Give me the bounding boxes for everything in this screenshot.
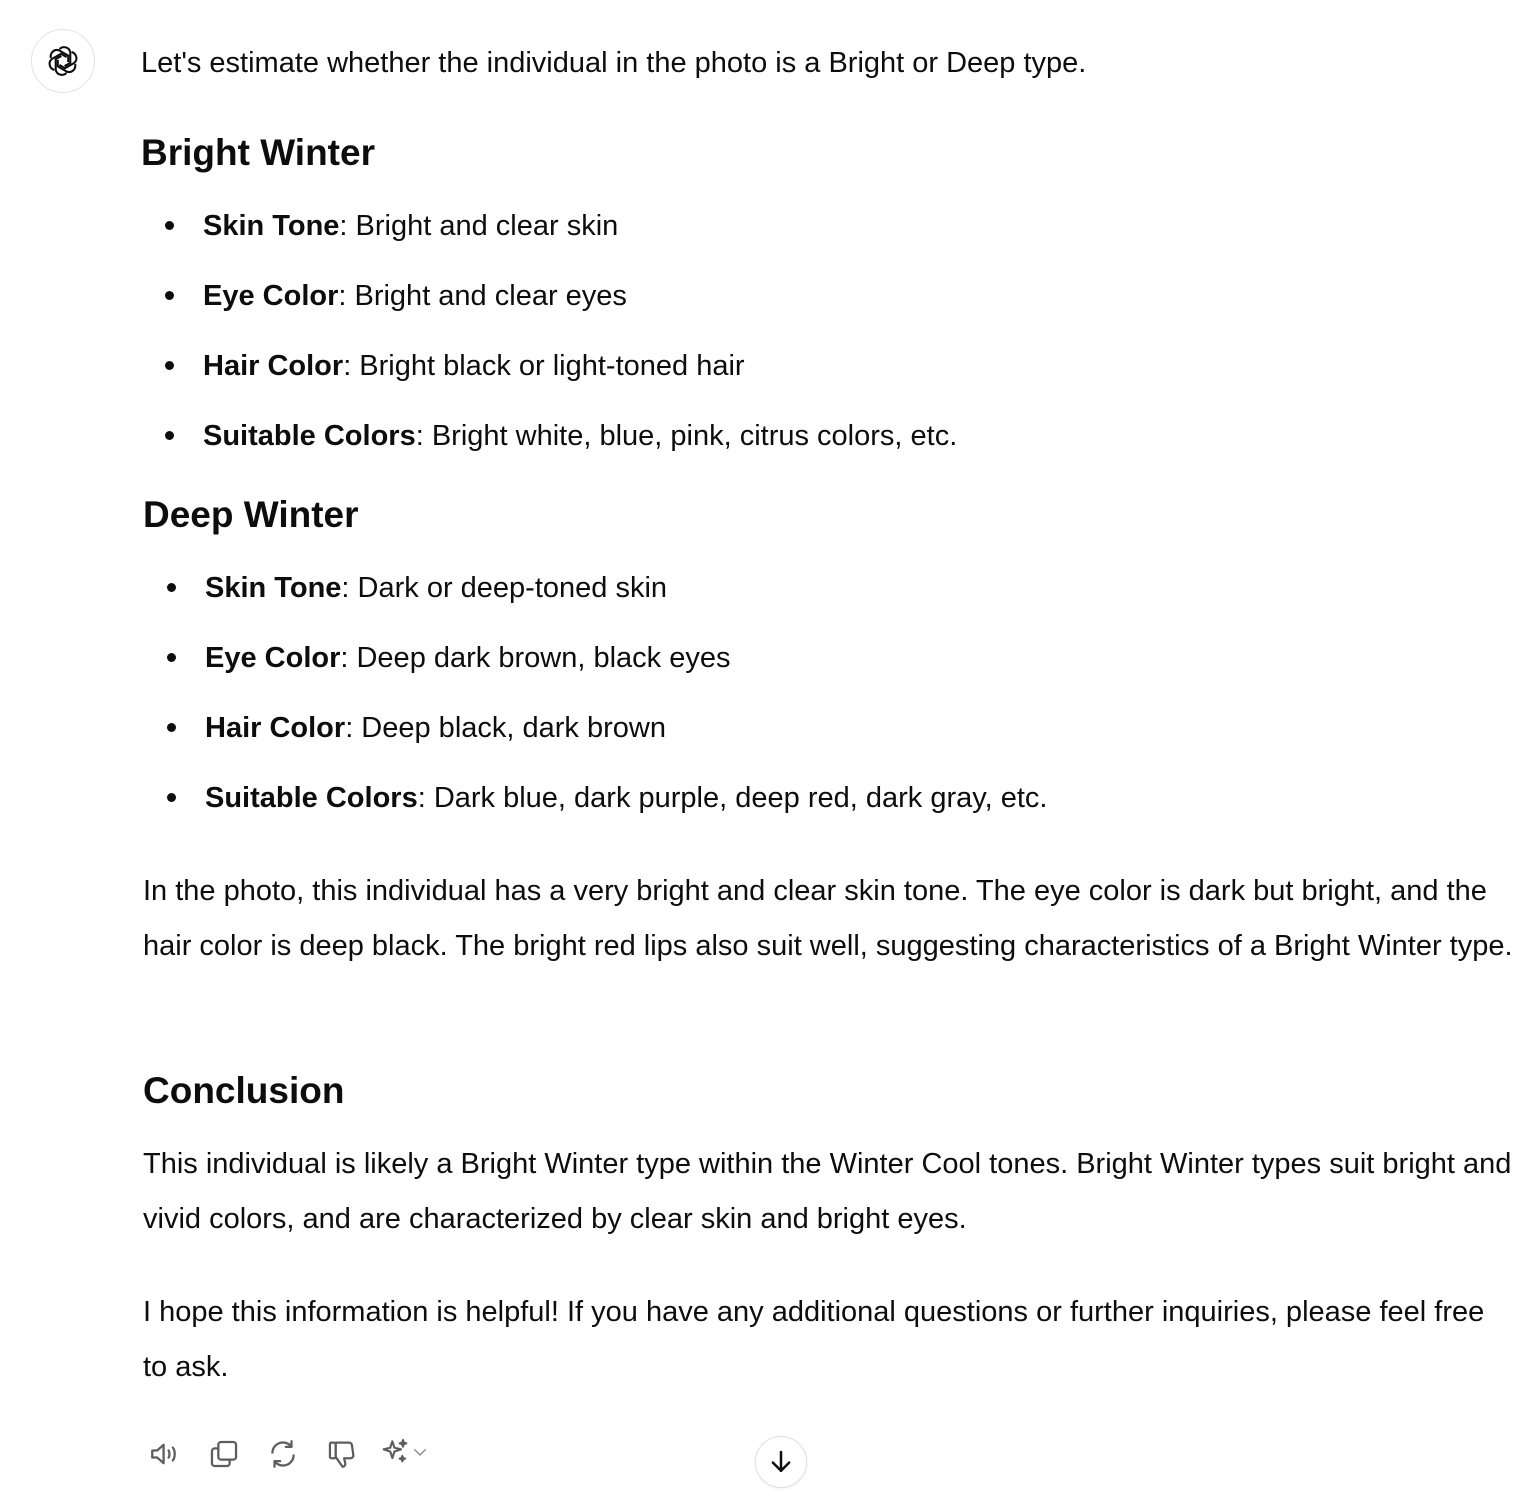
copy-button[interactable]	[202, 1432, 246, 1476]
bullet	[167, 583, 176, 592]
list-item-text: : Bright and clear eyes	[338, 280, 627, 312]
assistant-avatar	[31, 29, 95, 93]
bullet	[165, 221, 174, 230]
list-item-label: Suitable Colors	[205, 782, 418, 814]
section-heading-deep-winter: Deep Winter	[143, 494, 359, 535]
read-aloud-button[interactable]	[143, 1432, 187, 1476]
list-item	[143, 763, 1047, 833]
bright-winter-list	[141, 191, 957, 471]
list-item	[143, 623, 1047, 693]
list-item-text: : Dark or deep-toned skin	[341, 572, 668, 604]
list-item-label: Suitable Colors	[203, 420, 416, 452]
list-item-label: Hair Color	[203, 350, 344, 382]
scroll-to-bottom-button[interactable]	[755, 1436, 807, 1488]
list-item	[141, 331, 957, 401]
list-item	[141, 191, 957, 261]
list-item-text: : Deep black, dark brown	[345, 712, 666, 744]
bullet	[165, 291, 174, 300]
speaker-icon	[148, 1437, 182, 1471]
regenerate-button[interactable]	[261, 1432, 305, 1476]
openai-logo-icon	[44, 42, 82, 80]
list-item-label: Eye Color	[205, 642, 341, 674]
list-item-label: Hair Color	[205, 712, 346, 744]
bullet	[167, 723, 176, 732]
bullet	[165, 361, 174, 370]
thumbs-down-icon	[325, 1437, 359, 1471]
list-item	[141, 401, 957, 471]
list-item-text: : Deep dark brown, black eyes	[340, 642, 731, 674]
bullet	[167, 653, 176, 662]
conclusion-paragraph: This individual is likely a Bright Winter type within the Winter Cool tones. Bright Winter types suit bright and vivid colors, and are characterized by clear skin and bright eyes.	[143, 1148, 1512, 1235]
list-item	[143, 693, 1047, 763]
conclusion-heading: Conclusion	[143, 1070, 345, 1111]
list-item	[143, 553, 1047, 623]
list-item-label: Eye Color	[203, 280, 339, 312]
bad-response-button[interactable]	[320, 1432, 364, 1476]
bullet	[167, 793, 176, 802]
section-heading-bright-winter: Bright Winter	[141, 132, 375, 173]
deep-winter-list	[143, 553, 1047, 833]
arrow-down-icon	[766, 1447, 796, 1477]
list-item-text: : Bright and clear skin	[339, 210, 619, 242]
closing-paragraph: I hope this information is helpful! If you have any additional questions or further inquiries, please feel free to ask.	[143, 1296, 1485, 1383]
chevron-down-icon	[411, 1443, 429, 1461]
list-item-text: : Dark blue, dark purple, deep red, dark gray, etc.	[417, 782, 1048, 814]
list-item-text: : Bright black or light-toned hair	[343, 350, 745, 382]
list-item	[141, 261, 957, 331]
intro-text: Let's estimate whether the individual in the photo is a Bright or Deep type.	[141, 47, 1087, 79]
list-item-label: Skin Tone	[203, 210, 340, 242]
bullet	[165, 431, 174, 440]
switch-model-button[interactable]	[379, 1432, 429, 1476]
analysis-paragraph: In the photo, this individual has a very bright and clear skin tone. The eye color is dark but bright, and the hair color is deep black. The bright red lips also suit well, suggesting characteristics of a Bright Winter type.	[143, 875, 1513, 962]
message-actions	[143, 1432, 429, 1476]
regenerate-icon	[266, 1437, 300, 1471]
sparkle-icon	[379, 1436, 411, 1468]
list-item-text: : Bright white, blue, pink, citrus colors, etc.	[415, 420, 958, 452]
copy-icon	[207, 1437, 241, 1471]
list-item-label: Skin Tone	[205, 572, 342, 604]
